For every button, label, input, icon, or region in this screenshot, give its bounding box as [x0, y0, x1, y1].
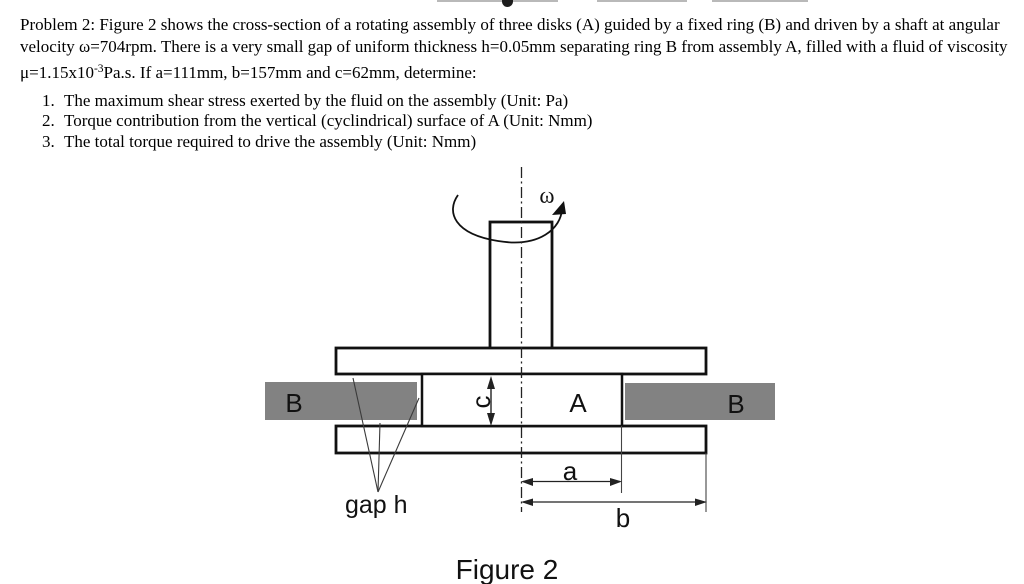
dim-a-label: a [562, 456, 578, 486]
ring-b-right-label: B [727, 389, 745, 419]
task-text: The total torque required to drive the assembly (Unit: Nmm) [64, 131, 477, 151]
cropped-line-fragment [437, 0, 558, 2]
task-number: 1. [42, 91, 55, 110]
dim-a-arrowhead-left-icon [521, 478, 533, 486]
disk-a-label: A [569, 388, 587, 418]
viscosity-exponent: -3 [93, 63, 104, 76]
task-number: 3. [42, 131, 55, 151]
viscosity-suffix: Pa.s. If a=111mm, b=157mm and c=62mm, determine: [103, 63, 477, 83]
task-text: Torque contribution from the vertical (cyclindrical) surface of A (Unit: Nmm) [64, 111, 593, 131]
problem-line-1: Problem 2: Figure 2 shows the cross-section of a rotating assembly of three disks (A) guided by a fixed ring (B) and driven by a shaft at angular [20, 15, 1000, 34]
cropped-line-fragment [597, 0, 687, 2]
task-item-1 [42, 91, 592, 111]
ring-b-right [625, 383, 775, 420]
task-item-2 [42, 111, 592, 131]
viscosity-prefix: μ=1.15x10 [20, 63, 94, 83]
problem-statement [20, 14, 1008, 85]
task-number: 2. [42, 111, 55, 131]
figure-caption: Figure 2 [455, 554, 559, 584]
dim-c-label: c [466, 395, 496, 409]
dim-b-label: b [615, 503, 631, 533]
dim-a-arrowhead-right-icon [610, 478, 622, 486]
problem-line-2: velocity ω=704rpm. There is a very small gap of uniform thickness h=0.05mm separating ring B from assembly A, filled with a fluid of viscosity [20, 37, 1008, 57]
figure-2-diagram [260, 160, 780, 584]
cropped-letter-descender [502, 0, 513, 7]
omega-label: ω [539, 183, 555, 208]
ring-b-left-label: B [285, 388, 303, 418]
dim-b-arrowhead-left-icon [521, 499, 533, 507]
task-item-3 [42, 132, 592, 152]
dim-b-arrowhead-right-icon [695, 499, 707, 507]
task-text: The maximum shear stress exerted by the fluid on the assembly (Unit: Pa) [64, 91, 569, 110]
task-list [42, 91, 592, 152]
problem-line-3 [20, 58, 1008, 84]
cropped-line-fragment [712, 0, 808, 2]
gap-h-label: gap h [345, 491, 408, 519]
